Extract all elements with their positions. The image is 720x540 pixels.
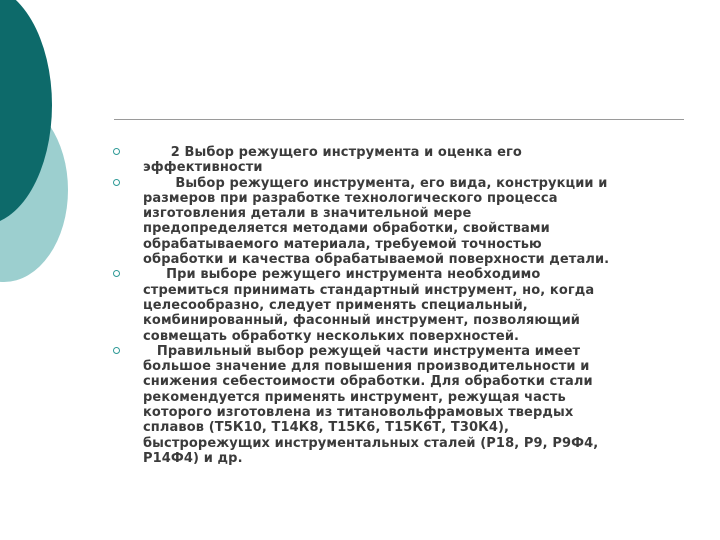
ring-bullet-icon: [113, 347, 120, 354]
text-line: Р14Ф4) и др.: [143, 450, 243, 466]
text-line: комбинированный, фасонный инструмент, позволяющий: [143, 313, 581, 329]
decorative-circles: [0, 0, 120, 300]
ring-bullet-icon: [113, 148, 120, 155]
text-line: целесообразно, следует применять специальный,: [143, 297, 528, 313]
bullet-list: [113, 145, 683, 466]
list-item: [113, 176, 683, 268]
text-line: быстрорежущих инструментальных сталей (Р18, Р9, Р9Ф4,: [143, 435, 599, 451]
text-line: обработки и качества обрабатываемой поверхности детали.: [143, 252, 610, 268]
text-line: Правильный выбор режущей части инструмента имеет: [143, 343, 581, 359]
text-line: рекомендуется применять инструмент, режущая часть: [143, 389, 566, 405]
text-line: эффективности: [143, 160, 263, 176]
text-line: которого изготовлена из титановольфрамовых твердых: [143, 405, 574, 421]
ring-bullet-icon: [113, 179, 120, 186]
text-line: обрабатываемого материала, требуемой точностью: [143, 236, 542, 252]
text-line: Выбор режущего инструмента, его вида, конструкции и: [143, 175, 608, 191]
paragraph-text: [143, 176, 683, 268]
text-line: изготовления детали в значительной мере: [143, 206, 472, 222]
text-line: размеров при разработке технологического процесса: [143, 190, 558, 206]
text-line: совмещать обработку нескольких поверхностей.: [143, 328, 520, 344]
paragraph-text: [143, 344, 683, 466]
paragraph-text: [143, 145, 683, 176]
text-line: предопределяется методами обработки, свойствами: [143, 221, 550, 237]
text-line: сплавов (Т5К10, Т14К8, Т15К6, Т15К6Т, Т30К4),: [143, 420, 510, 436]
ring-bullet-icon: [113, 270, 120, 277]
text-line: снижения себестоимости обработки. Для обработки стали: [143, 374, 593, 390]
list-item: [113, 344, 683, 466]
paragraph-text: [143, 267, 683, 343]
text-line: большое значение для повышения производительности и: [143, 359, 590, 375]
list-item: [113, 145, 683, 176]
list-item: [113, 267, 683, 343]
text-line: При выборе режущего инструмента необходимо: [143, 267, 541, 283]
title-divider: [114, 119, 684, 120]
text-line: стремиться принимать стандартный инструмент, но, когда: [143, 282, 595, 298]
text-line: 2 Выбор режущего инструмента и оценка его: [143, 145, 522, 160]
